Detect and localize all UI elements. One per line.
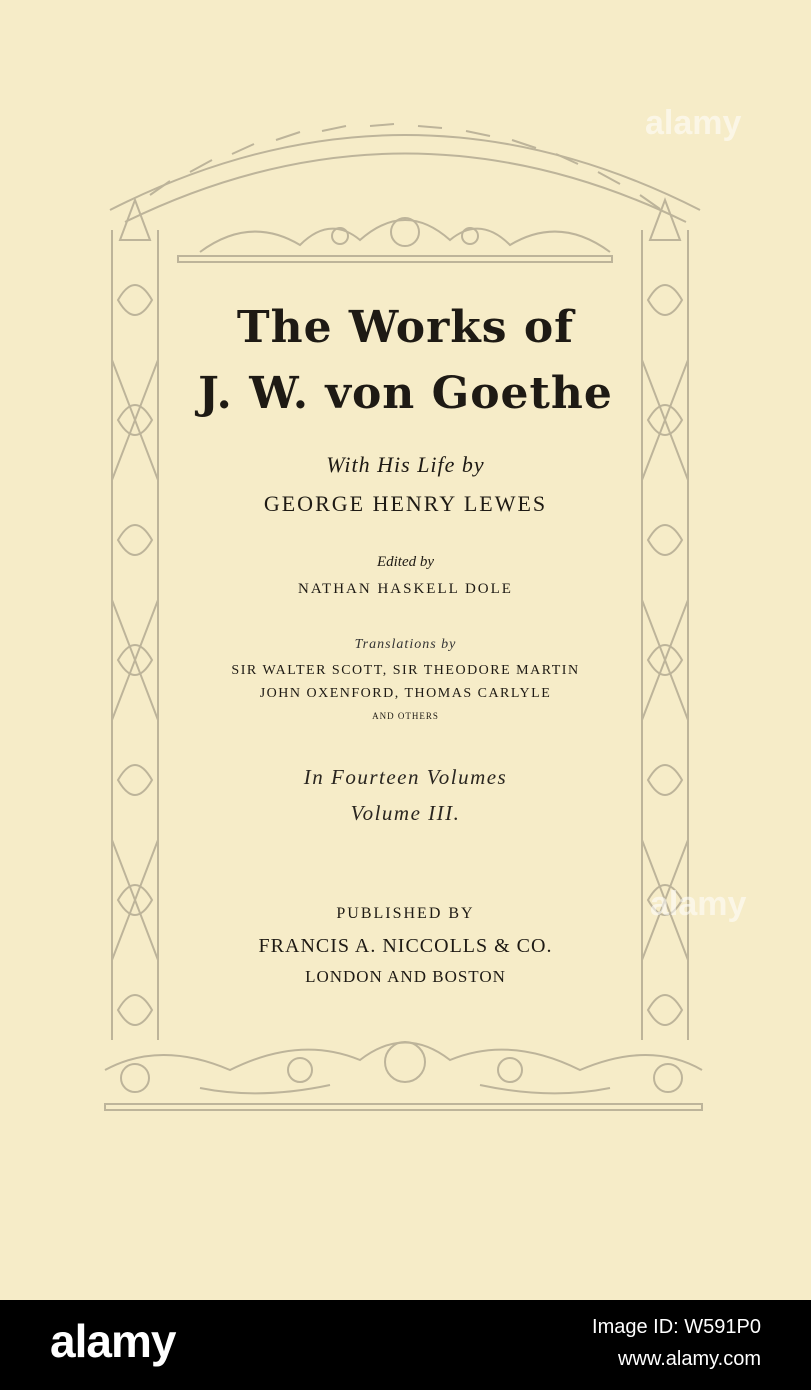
watermark: alamy bbox=[650, 885, 747, 923]
site-url: www.alamy.com bbox=[618, 1348, 761, 1370]
biography-author: GEORGE HENRY LEWES bbox=[263, 491, 548, 516]
top-scroll-ornament bbox=[178, 218, 612, 262]
publisher-prefix: PUBLISHED BY bbox=[336, 905, 475, 922]
title-line-2: J. W. von Goethe bbox=[198, 368, 613, 419]
image-id: Image ID: W591P0 bbox=[592, 1316, 761, 1338]
translators-others: AND OTHERS bbox=[372, 711, 439, 721]
editor-name: NATHAN HASKELL DOLE bbox=[298, 581, 513, 597]
bottom-scroll-ornament bbox=[105, 1042, 702, 1110]
stock-footer-bar bbox=[0, 1300, 811, 1390]
publisher-name: FRANCIS A. NICCOLLS & CO. bbox=[258, 935, 553, 957]
translations-prefix: Translations by bbox=[354, 637, 457, 652]
editor-prefix: Edited by bbox=[376, 554, 435, 570]
translators-line-2: JOHN OXENFORD, THOMAS CARLYLE bbox=[259, 686, 552, 701]
brand-logo: alamy bbox=[50, 1315, 176, 1367]
laurel-leaf-pattern bbox=[150, 124, 660, 209]
biography-credit-prefix: With His Life by bbox=[326, 452, 485, 477]
volume-number: Volume III. bbox=[350, 801, 461, 825]
publisher-cities: LONDON AND BOSTON bbox=[305, 967, 506, 986]
watermark: alamy bbox=[645, 104, 742, 142]
title-line-1: The Works of bbox=[236, 302, 575, 353]
translators-line-1: SIR WALTER SCOTT, SIR THEODORE MARTIN bbox=[231, 663, 580, 678]
volume-count: In Fourteen Volumes bbox=[303, 765, 508, 789]
